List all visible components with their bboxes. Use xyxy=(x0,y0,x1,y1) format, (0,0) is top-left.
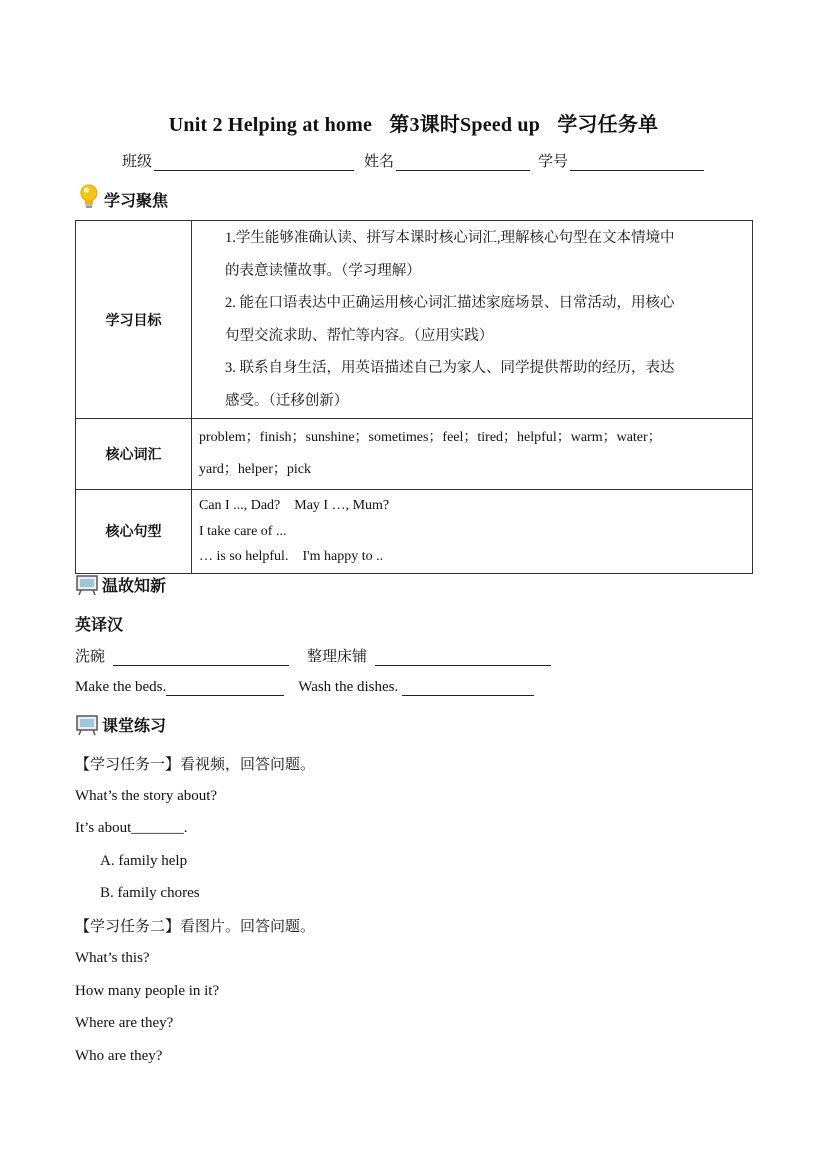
sentences-header: 核心句型 xyxy=(76,490,192,574)
class-field[interactable] xyxy=(154,154,354,171)
learning-focus-table xyxy=(75,220,753,574)
question-where-are-they: Where are they? xyxy=(75,1015,174,1031)
goal-3-line-2: 感受。（迁移创新） xyxy=(225,392,349,409)
title-lesson: 第3课时Speed up xyxy=(389,114,541,136)
review-subheading: 英译汉 xyxy=(75,615,124,634)
vocab-row xyxy=(76,419,753,490)
class-label: 班级 xyxy=(122,154,153,170)
vocab-line-1: problem；finish；sunshine；sometimes；feel；tired；helpful；warm；water； xyxy=(199,430,662,445)
name-label: 姓名 xyxy=(364,154,395,170)
student-info-row xyxy=(122,150,704,171)
id-label: 学号 xyxy=(538,154,569,170)
review-item-make-beds-en: Make the beds. xyxy=(75,679,167,695)
question-who-are-they: Who are they? xyxy=(75,1048,163,1064)
option-b[interactable]: B. family chores xyxy=(100,885,200,901)
goal-1-line-2: 的表意读懂故事。（学习理解） xyxy=(225,262,421,279)
vocab-cell xyxy=(192,419,753,490)
review-item-make-beds-cn: 整理床铺 xyxy=(307,649,368,665)
question-how-many-people: How many people in it? xyxy=(75,983,220,999)
section-review-label: 温故知新 xyxy=(102,576,167,595)
vocab-line-2: yard；helper；pick xyxy=(199,462,311,477)
title-task: 学习任务单 xyxy=(557,114,659,136)
name-field[interactable] xyxy=(396,154,530,171)
question-story-about: What’s the story about? xyxy=(75,788,218,804)
section-practice-heading xyxy=(76,713,166,736)
review-answer-4[interactable] xyxy=(402,679,534,696)
sentences-cell xyxy=(192,490,753,574)
goal-3-line-1: 3. 联系自身生活，用英语描述自己为家人、同学提供帮助的经历，表达 xyxy=(225,360,675,376)
task-2-heading: 【学习任务二】看图片。回答问题。 xyxy=(75,917,316,935)
review-answer-1[interactable] xyxy=(113,649,289,666)
document-title xyxy=(0,108,827,137)
goal-2-line-2: 句型交流求助、帮忙等内容。（应用实践） xyxy=(225,327,494,344)
easel-icon xyxy=(76,574,98,596)
review-answer-2[interactable] xyxy=(375,649,551,666)
title-unit: Unit 2 Helping at home xyxy=(168,114,373,136)
sentence-3: … is so helpful. I'm happy to .. xyxy=(199,549,384,564)
sentence-2: I take care of ... xyxy=(199,523,287,539)
lightbulb-icon xyxy=(78,183,100,211)
vocab-header: 核心词汇 xyxy=(76,419,192,490)
goals-cell xyxy=(192,221,753,419)
review-row-2 xyxy=(75,679,534,696)
review-item-wash-dishes-en: Wash the dishes. xyxy=(298,679,399,695)
sentence-1: Can I ..., Dad? May I …, Mum? xyxy=(199,498,390,513)
easel-icon xyxy=(76,714,98,736)
answer-its-about: It’s about_______. xyxy=(75,820,188,836)
review-item-wash-dishes-cn: 洗碗 xyxy=(75,649,106,665)
student-id-field[interactable] xyxy=(570,154,704,171)
section-focus-heading xyxy=(78,182,168,211)
task-1-heading: 【学习任务一】看视频，回答问题。 xyxy=(75,755,316,773)
sentences-row xyxy=(76,490,753,574)
goals-header: 学习目标 xyxy=(76,221,192,419)
section-focus-label: 学习聚焦 xyxy=(104,191,169,210)
section-review-heading xyxy=(76,573,166,596)
goals-row xyxy=(76,221,753,419)
option-a[interactable]: A. family help xyxy=(100,853,188,869)
goal-2-line-1: 2. 能在口语表达中正确运用核心词汇描述家庭场景、日常活动，用核心 xyxy=(225,295,675,311)
review-row-1 xyxy=(75,645,551,666)
goal-1-line-1: 1.学生能够准确认读、拼写本课时核心词汇,理解核心句型在文本情境中 xyxy=(225,230,675,246)
review-answer-3[interactable] xyxy=(166,679,284,696)
section-practice-label: 课堂练习 xyxy=(102,716,167,735)
question-whats-this: What’s this? xyxy=(75,950,150,966)
